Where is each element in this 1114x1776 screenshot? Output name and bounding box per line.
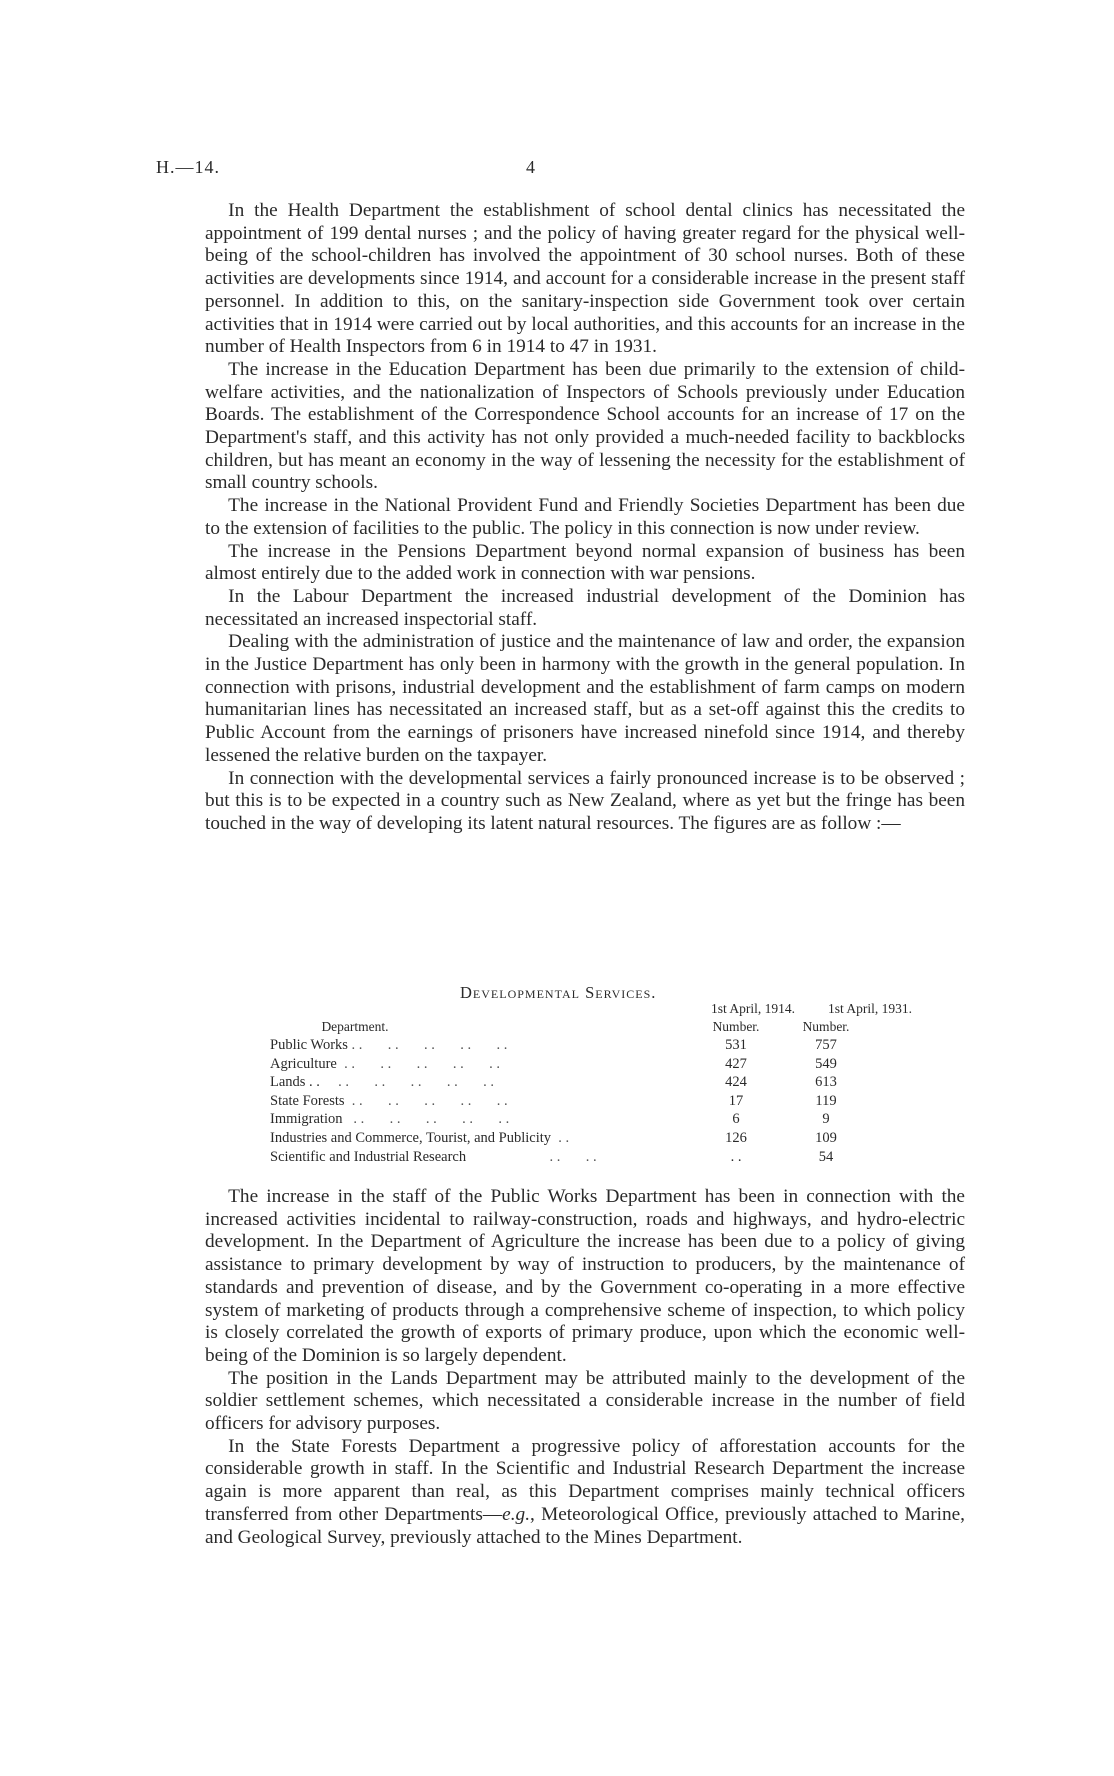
paragraph-text-part-2: , Meteorological Office, previously attached to Marine, and Geological Survey, previously attached to the Mines Department. <box>205 1503 965 1548</box>
count-1931: 109 <box>815 1129 837 1146</box>
count-1914: 6 <box>732 1111 740 1128</box>
count-1931: 613 <box>815 1074 837 1091</box>
table-row <box>270 1129 970 1148</box>
paragraph-state-forests-research <box>205 1436 965 1550</box>
leader-dots: . . <box>551 1129 570 1146</box>
table-body <box>270 1036 970 1166</box>
report-reference: H.—14. <box>156 157 220 177</box>
department-column-header: Department. <box>321 1019 389 1034</box>
leader-dots: . . . . . . . . . . <box>319 1074 494 1091</box>
paragraph-health: In the Health Department the establishment of school dental clinics has necessitated the appointment of 199 dental nurses ; and the policy of having greater regard for the physical well-being of the school-children has involved the appointment of 30 school nurses. Both of these activities are developments since 1914, and account for a considerable increase in the present staff personnel. In addition to this, on the sanitary-inspection side Government took over certain activities that in 1914 were carried out by local authorities, and this accounts for an increase in the number of Health Inspectors from 6 in 1914 to 47 in 1931. <box>205 200 965 358</box>
leader-dots: . . . . . . . . . . <box>336 1055 500 1072</box>
count-1914: 17 <box>728 1092 744 1109</box>
count-1931: 757 <box>815 1037 837 1053</box>
department-name: Industries and Commerce, Tourist, and Publicity <box>270 1129 552 1146</box>
body-text-before-table <box>205 200 965 836</box>
table-row <box>270 1073 970 1092</box>
table-row <box>270 1055 970 1074</box>
table-row <box>270 1092 970 1111</box>
paragraph-education: The increase in the Education Department has been due primarily to the extension of child-welfare activities, and the nationalization of Inspectors of Schools previously under Education Boards. The establishment of the Correspondence School accounts for an increase of 17 on the Department's staff, and this activity has not only provided a much-needed facility to backblocks children, but has meant an economy in the way of lessening the necessity for the establishment of small country schools. <box>205 358 965 494</box>
count-1914: . . <box>730 1148 742 1165</box>
paragraph-lands: The position in the Lands Department may be attributed mainly to the development of the soldier settlement schemes, which necessitated a considerable increase in the number of field officers for advisory purposes. <box>205 1367 965 1435</box>
paragraph-provident-fund: The increase in the National Provident Fund and Friendly Societies Department has been due to the extension of facilities to the public. The policy in this connection is now under review. <box>205 495 965 539</box>
leader-dots: . . . . . . . . . . <box>344 1092 508 1109</box>
department-name: Scientific and Industrial Research <box>270 1148 467 1165</box>
page-number: 4 <box>526 157 536 177</box>
count-1914: 424 <box>725 1074 747 1091</box>
leader-dots: . . . . . . . . . . <box>342 1111 510 1128</box>
leader-dots: . . . . <box>466 1148 597 1165</box>
department-name: State Forests <box>270 1092 345 1109</box>
paragraph-developmental: In connection with the developmental services a fairly pronounced increase is to be observed ; but this is to be expected in a country such as New Zealand, where as yet but the fringe has been touched in the way of developing its latent natural resources. The figures are as follow :— <box>205 767 965 834</box>
table-row <box>270 1110 970 1129</box>
count-1914: 531 <box>725 1037 747 1053</box>
table-row <box>270 1036 970 1055</box>
leader-dots: . . . . . . . . . . <box>347 1037 508 1053</box>
table-title: Developmental Services. <box>460 983 657 1002</box>
count-1931: 9 <box>822 1111 830 1128</box>
paragraph-justice: Dealing with the administration of justice and the maintenance of law and order, the expansion in the Justice Department has only been in harmony with the growth in the general population. In connection with prisons, industrial development and the establishment of farm camps on modern humanitarian lines has necessitated an increased staff, but as a set-off against this the credits to Public Account from the earnings of prisoners have increased ninefold since 1914, and thereby lessened the relative burden on the taxpayer. <box>205 631 965 766</box>
count-1931: 54 <box>818 1148 834 1165</box>
department-name: Lands . . <box>270 1074 320 1091</box>
paragraph-public-works-agriculture: The increase in the staff of the Public Works Department has been in connection with the increased activities incidental to railway-construction, roads and highways, and hydro-electric development. In the Department of Agriculture the increase has been due to a policy of giving assistance to primary development by way of instruction to producers, by the maintenance of standards and prevention of disease, and by the Government co-operating in a more effective system of marketing of products through a comprehensive scheme of inspection, to which policy is closely correlated the growth of exports of primary produce, upon which the economic well-being of the Dominion is so largely dependent. <box>205 1186 965 1366</box>
count-1931: 119 <box>815 1092 837 1109</box>
department-name: Agriculture <box>270 1055 337 1072</box>
department-name: Public Works <box>270 1037 348 1053</box>
paragraph-pensions: The increase in the Pensions Department beyond normal expansion of business has been almost entirely due to the added work in connection with war pensions. <box>205 540 965 585</box>
count-1931: 549 <box>815 1055 837 1072</box>
col1-number-header: Number. <box>712 1019 760 1034</box>
col2-number-header: Number. <box>802 1019 850 1034</box>
paragraph-text-part-1: In the State Forests Department a progressive policy of afforestation accounts for the considerable growth in staff. In the Scientific and Industrial Research Department the increase again is more apparent than real, as this Department comprises mainly technical officers transferred from other Departments— <box>205 1435 965 1525</box>
col2-date-header: 1st April, 1931. <box>827 1001 912 1016</box>
table-row <box>270 1148 970 1167</box>
count-1914: 427 <box>725 1055 747 1072</box>
col1-date-header: 1st April, 1914. <box>710 1001 795 1016</box>
paragraph-labour: In the Labour Department the increased industrial development of the Dominion has necessitated an increased inspectorial staff. <box>205 585 965 630</box>
body-text-after-table <box>205 1186 965 1549</box>
count-1914: 126 <box>725 1129 747 1146</box>
eg-abbreviation: e.g. <box>502 1503 531 1525</box>
department-name: Immigration <box>270 1111 343 1128</box>
